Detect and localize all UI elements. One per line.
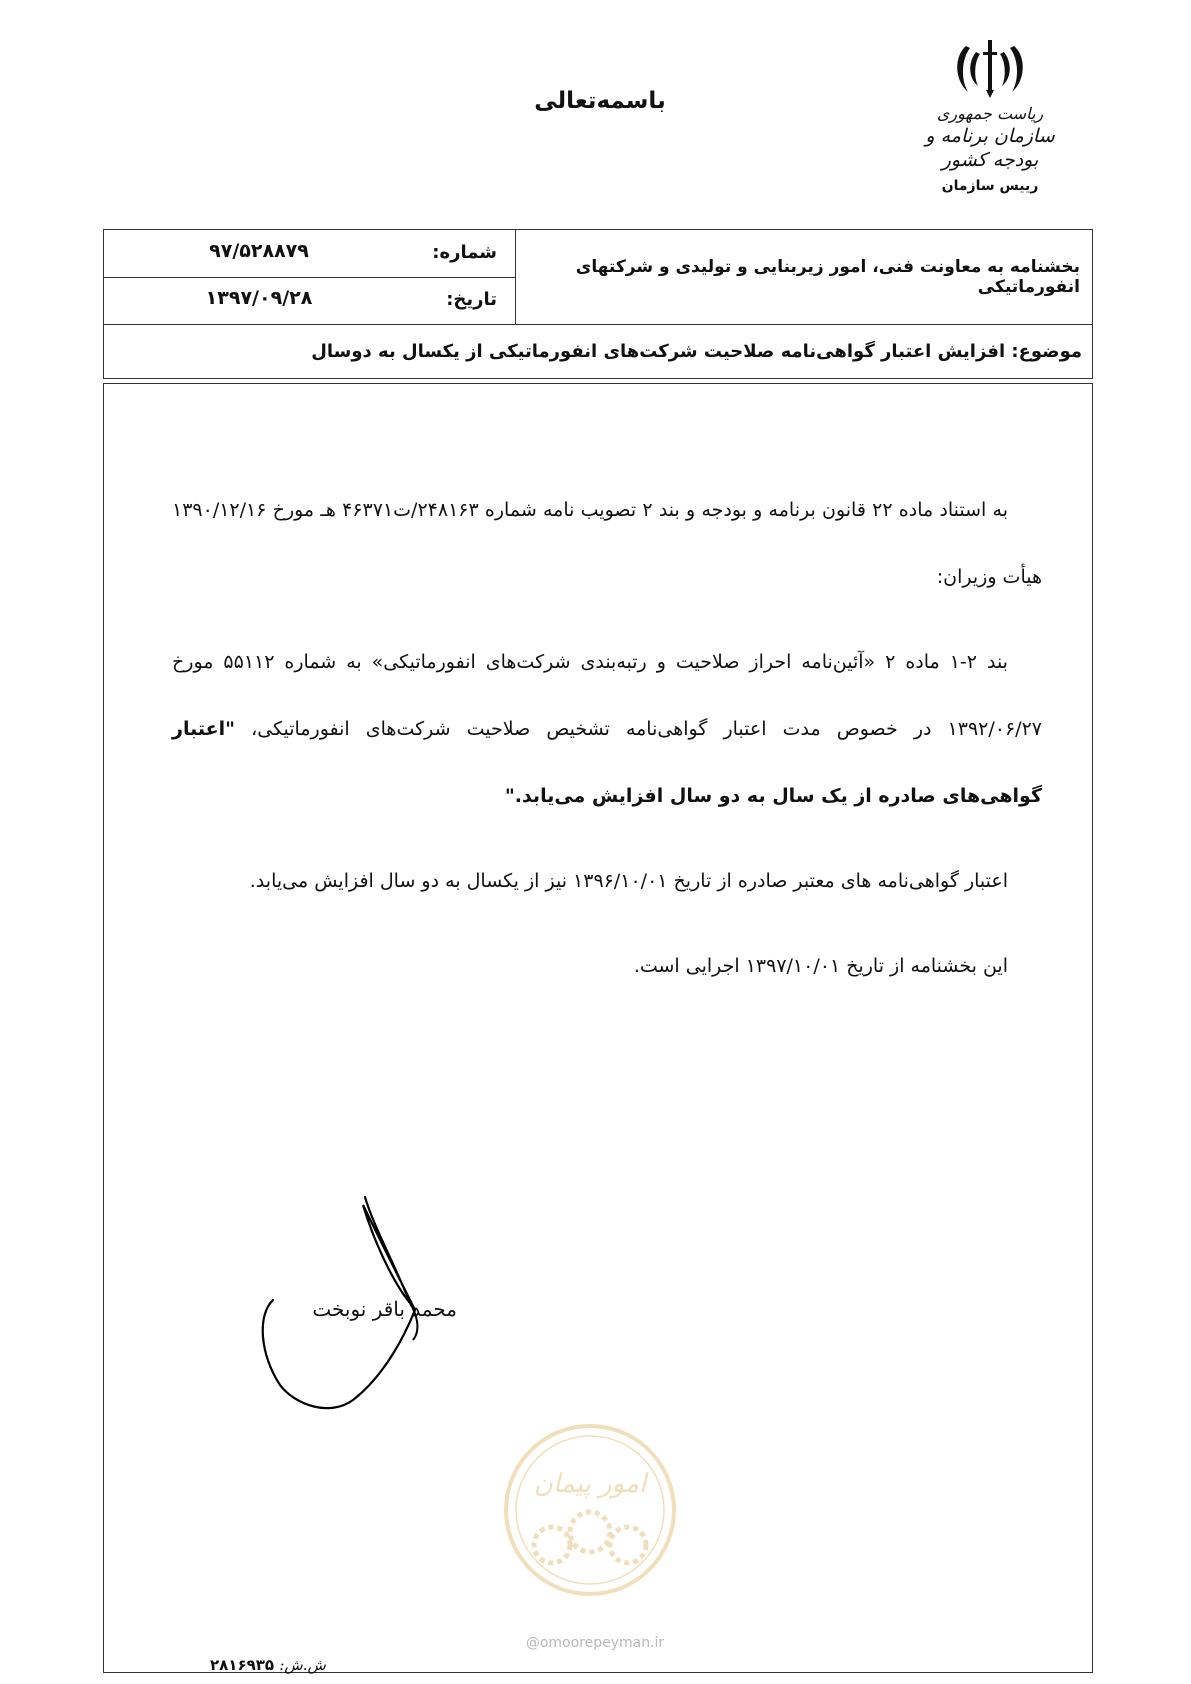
org-name-text: سازمان برنامه و بودجه کشور: [925, 125, 1055, 171]
body-paragraph-2-text: بند ۲-۱ ماده ۲ «آئین‌نامه احراز صلاحیت و رتبه‌بندی شرکت‌های انفورماتیکی» به شماره ۵۵۱۱۲ مورخ ۱۳۹۲/۰۶/۲۷ در خصوص مدت اعتبار گواهی‌نامه تشخیص صلاحیت شرکت‌های انفورماتیکی،: [172, 651, 1042, 740]
signer-name: محمد باقر نوبخت: [312, 1297, 457, 1321]
invocation-heading: باسمه‌تعالی: [534, 88, 666, 114]
meta-top-row: [104, 230, 1092, 325]
letter-date-label: تاریخ:: [446, 289, 497, 310]
letter-number-row: [104, 230, 515, 278]
body-paragraph-3: اعتبار گواهی‌نامه های معتبر صادره از تاریخ ۱۳۹۶/۱۰/۰۱ نیز از یکسال به دو سال افزایش می‌یابد.: [249, 870, 1008, 892]
watermark-brand-text: امور پیمان: [533, 1469, 647, 1499]
body-paragraph-1: به استناد ماده ۲۲ قانون برنامه و بودجه و بند ۲ تصویب نامه شماره ۲۴۸۱۶۳/ت۴۶۳۷۱ هـ مورخ ۱۳۹۰/۱۲/۱۶ هیأت وزیران:: [172, 499, 1042, 588]
letter-date-row: [104, 277, 515, 324]
letter-number-label: شماره:: [432, 242, 497, 263]
iran-emblem-icon: [952, 38, 1028, 100]
letter-body: [172, 477, 1042, 1000]
subject-line: موضوع: افزایش اعتبار گواهی‌نامه صلاحیت شرکت‌های انفورماتیکی از یکسال به دوسال: [311, 341, 1082, 362]
letter-number-value: ۹۷/۵۲۸۸۷۹: [209, 240, 309, 262]
brand-watermark: [500, 1420, 680, 1600]
signature-block: [245, 1185, 465, 1415]
organization-letterhead: [900, 38, 1080, 213]
serial-label: ش.ش:: [279, 1656, 326, 1674]
body-paragraph-4: این بخشنامه از تاریخ ۱۳۹۷/۱۰/۰۱ اجرایی است.: [633, 955, 1008, 977]
serial-number: [210, 1656, 326, 1674]
letter-meta-table: [103, 229, 1093, 379]
org-presidency-text: ریاست جمهوری: [936, 104, 1044, 123]
letter-date-value: ۱۳۹۷/۰۹/۲۸: [205, 287, 313, 309]
serial-value: ۲۸۱۶۹۳۵: [210, 1656, 275, 1674]
org-head-title: رییس سازمان: [941, 178, 1039, 194]
gears-logo-icon: [500, 1420, 680, 1600]
reference-cell: [104, 230, 516, 324]
watermark-url-text: @omoorepeyman.ir: [525, 1635, 665, 1651]
recipient-cell: بخشنامه به معاونت فنی، امور زیربنایی و تولیدی و شرکتهای انفورماتیکی: [575, 257, 1080, 297]
body-paragraph-2: [172, 629, 1042, 830]
body-paragraph-2-emphasis: "اعتبار گواهی‌های صادره از یک سال به دو سال افزایش می‌یابد.": [172, 718, 1042, 807]
